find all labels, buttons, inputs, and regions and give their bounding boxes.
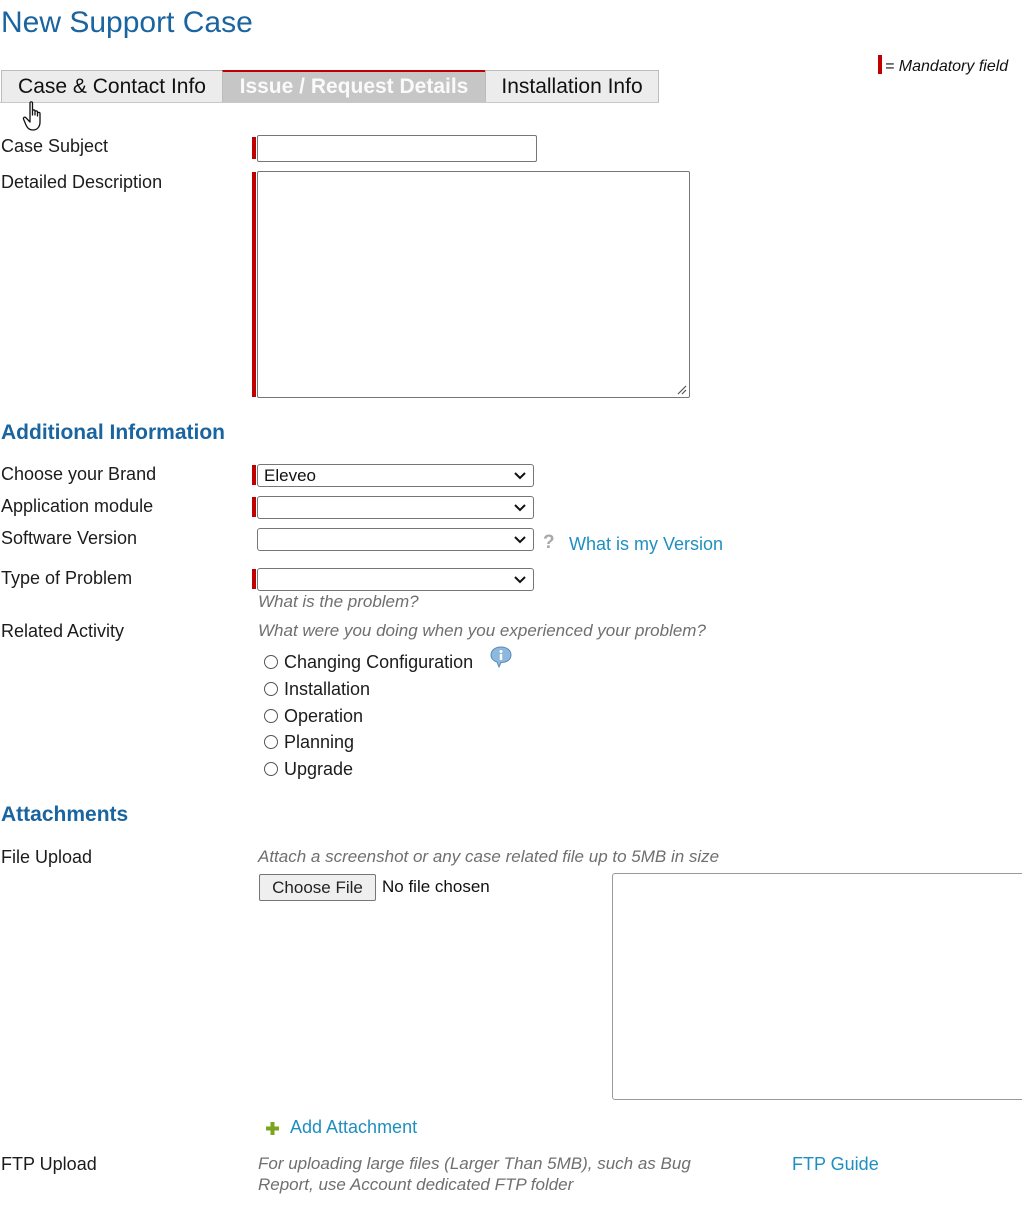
radio-option-installation[interactable] — [264, 678, 370, 700]
page-title: New Support Case — [1, 6, 253, 39]
ftp-upload-label: FTP Upload — [1, 1154, 97, 1174]
radio-button[interactable] — [264, 682, 278, 696]
application-module-label: Application module — [1, 496, 154, 516]
radio-button[interactable] — [264, 735, 278, 749]
mandatory-marker — [252, 137, 256, 159]
mandatory-marker — [252, 465, 256, 485]
chevron-down-icon — [513, 500, 527, 514]
case-subject-input[interactable] — [257, 135, 537, 162]
detailed-description-label: Detailed Description — [1, 172, 163, 192]
mandatory-marker — [252, 569, 256, 589]
tab-installation-info[interactable]: Installation Info — [485, 70, 659, 103]
file-drop-area[interactable] — [612, 873, 1022, 1100]
case-subject-label: Case Subject — [1, 136, 109, 156]
file-upload-label: File Upload — [1, 847, 93, 867]
attachments-heading: Attachments — [1, 803, 129, 826]
add-attachment-link[interactable]: Add Attachment — [290, 1117, 418, 1137]
chevron-down-icon — [513, 468, 527, 482]
question-icon[interactable]: ? — [543, 532, 555, 553]
radio-label: Upgrade — [284, 759, 354, 779]
choose-file-button[interactable]: Choose File — [259, 874, 376, 901]
radio-option-operation[interactable] — [264, 705, 363, 727]
related-activity-hint: What were you doing when you experienced your problem? — [258, 621, 706, 640]
tab-underline — [0, 102, 659, 103]
chevron-down-icon — [513, 572, 527, 586]
brand-select-value: Eleveo — [264, 466, 316, 485]
mandatory-marker — [252, 172, 256, 397]
file-status: No file chosen — [382, 877, 490, 896]
info-icon[interactable] — [489, 645, 513, 669]
mandatory-legend — [878, 55, 1008, 76]
mandatory-marker — [878, 55, 882, 74]
type-of-problem-label: Type of Problem — [1, 568, 133, 588]
software-version-select[interactable] — [257, 528, 534, 551]
brand-label: Choose your Brand — [1, 464, 157, 484]
radio-button[interactable] — [264, 709, 278, 723]
radio-label: Planning — [284, 732, 355, 752]
radio-button[interactable] — [264, 655, 278, 669]
application-module-select[interactable] — [257, 496, 534, 519]
hand-cursor-icon — [22, 100, 48, 134]
file-upload-hint: Attach a screenshot or any case related file up to 5MB in size — [258, 847, 720, 866]
brand-select[interactable] — [257, 464, 534, 487]
tab-case-contact-info[interactable]: Case & Contact Info — [1, 70, 223, 103]
ftp-upload-hint-line1: For uploading large files (Larger Than 5MB), such as Bug — [258, 1154, 691, 1173]
plus-icon[interactable] — [265, 1121, 280, 1136]
radio-option-upgrade[interactable] — [264, 758, 353, 780]
resize-grip-icon[interactable] — [675, 383, 687, 395]
additional-information-heading: Additional Information — [1, 421, 225, 444]
radio-label: Installation — [284, 679, 371, 699]
software-version-label: Software Version — [1, 528, 138, 548]
type-of-problem-hint: What is the problem? — [258, 592, 419, 611]
radio-option-planning[interactable] — [264, 731, 354, 753]
ftp-guide-link[interactable]: FTP Guide — [792, 1154, 879, 1174]
detailed-description-textarea[interactable] — [257, 171, 690, 398]
radio-option-changing-configuration[interactable] — [264, 651, 473, 673]
radio-label: Operation — [284, 706, 364, 726]
what-is-my-version-link[interactable]: What is my Version — [569, 534, 724, 554]
mandatory-marker — [252, 497, 256, 517]
radio-label: Changing Configuration — [284, 652, 474, 672]
mandatory-legend-text: = Mandatory field — [885, 58, 1009, 75]
type-of-problem-select[interactable] — [257, 568, 534, 591]
radio-button[interactable] — [264, 762, 278, 776]
chevron-down-icon — [513, 532, 527, 546]
tab-issue-request-details[interactable]: Issue / Request Details — [222, 70, 486, 103]
related-activity-label: Related Activity — [1, 621, 125, 641]
ftp-upload-hint-line2: Report, use Account dedicated FTP folder — [258, 1175, 574, 1194]
